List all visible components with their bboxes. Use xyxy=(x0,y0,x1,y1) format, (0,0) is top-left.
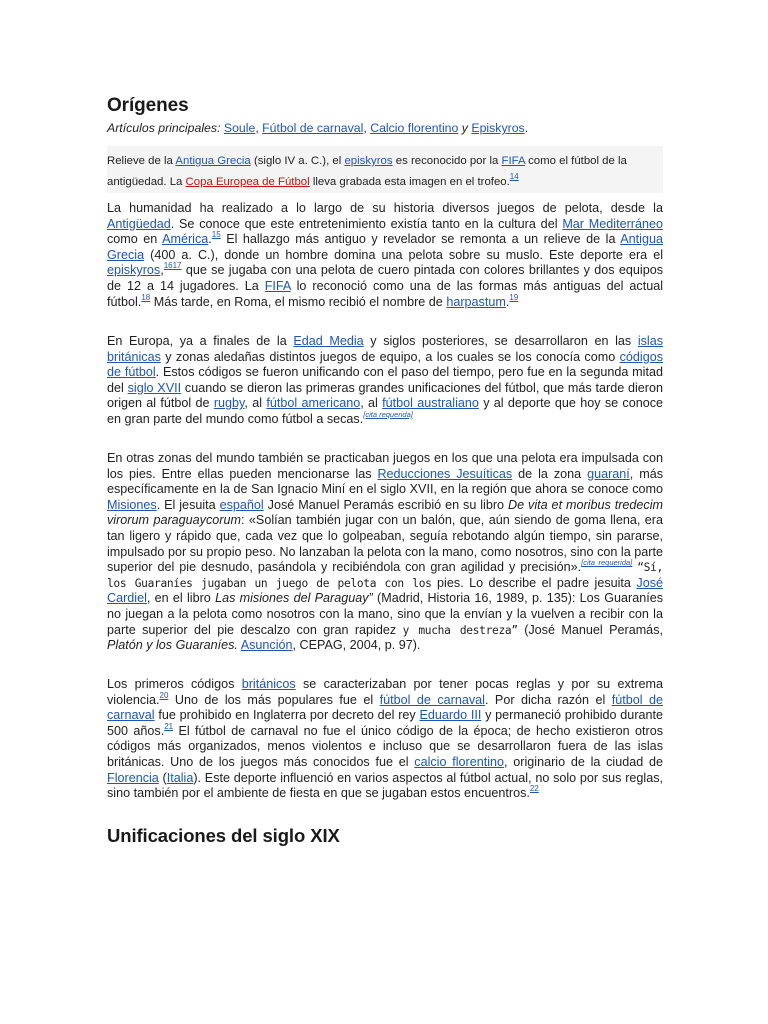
text: , en el libro xyxy=(146,591,211,606)
paragraph-1 xyxy=(107,201,663,310)
text: , al xyxy=(360,396,378,411)
text: y permaneció prohibido durante 500 años. xyxy=(107,708,664,738)
link-soule[interactable]: Soule xyxy=(223,121,256,135)
text: , originario de la ciudad de xyxy=(504,754,663,769)
link-episkyros[interactable]: episkyros xyxy=(344,155,393,167)
separator: , xyxy=(255,121,259,135)
text: (José Manuel Peramás, xyxy=(524,622,663,637)
text: Uno de los más populares fue el xyxy=(174,692,374,707)
period: . xyxy=(524,121,529,135)
text: José Manuel Peramás escribió en su libro xyxy=(267,497,505,512)
reference-18[interactable]: 18 xyxy=(141,292,151,302)
caption-text: como el fútbol de la antigüedad. La xyxy=(107,155,627,188)
text: El fútbol de carnaval no fue el único código de la época; de hecho existieron otros códigos más organizados, menos violentos e incluso que se desarrollaron fuera de las islas británicas. Uno de los juegos más conocidos fue el xyxy=(107,723,664,769)
section-heading-unificaciones: Unificaciones del siglo XIX xyxy=(107,825,340,846)
text: . Estos códigos se fueron unificando con el paso del tiempo, pero fue en la segunda mitad del xyxy=(107,365,663,395)
link-harpastum[interactable]: harpastum xyxy=(446,294,506,309)
reference-21[interactable]: 21 xyxy=(164,721,174,731)
book-title: De vita et moribus tredecim virorum paraguaycorum xyxy=(107,497,664,528)
link-futbol-australiano[interactable]: fútbol australiano xyxy=(382,396,479,411)
text: pies. Lo describe el padre jesuita xyxy=(437,575,631,590)
text: que se jugaba con una pelota de cuero pintada con colores brillantes y dos equipos de 12 a 14 jugadores. La xyxy=(107,263,664,293)
caption-text: lleva grabada esta imagen en el trofeo. xyxy=(312,176,510,188)
text: . Se conoce que este entretenimiento existía tanto en la cultura del xyxy=(170,216,558,231)
section-heading-origenes: Orígenes xyxy=(107,95,189,116)
text: , más específicamente en la de San Ignacio Miní en el siglo XVII, en la región que ahora se conoce como xyxy=(107,466,664,497)
text: lo reconoció como una de las formas más antiguas del actual fútbol. xyxy=(107,278,664,309)
book-title: Las misiones del Paraguay” xyxy=(215,591,373,606)
link-futbol-de-carnaval[interactable]: fútbol de carnaval xyxy=(379,692,485,707)
separator: , xyxy=(363,121,367,135)
text: y al deporte que hoy se conoce en gran parte del mundo como fútbol a secas. xyxy=(107,396,664,426)
text: Más tarde, en Roma, el mismo recibió el nombre de xyxy=(153,294,443,309)
text: se caracterizaban por tener pocas reglas y por su extrema violencia. xyxy=(107,677,663,707)
quote-text: y mucha destreza” xyxy=(402,623,518,637)
link-antiguedad[interactable]: Antigüedad xyxy=(107,216,171,231)
paragraph-4 xyxy=(107,677,663,802)
citation-needed-tag[interactable]: [cita requerida] xyxy=(581,558,633,568)
book-title: Platón y los Guaraníes. xyxy=(107,638,238,653)
text: ). Este deporte influenció en varios aspectos al fútbol actual, no solo por sus reglas, sino también por el ambiente de fiesta en que se jugaban estos encuentros. xyxy=(107,770,664,801)
citation-needed-tag[interactable]: [cita requerida] xyxy=(363,409,413,419)
link-antigua-grecia[interactable]: Antigua Grecia xyxy=(175,155,251,167)
link-episkyros[interactable]: episkyros xyxy=(107,263,161,278)
link-fifa[interactable]: FIFA xyxy=(264,278,291,293)
link-misiones[interactable]: Misiones xyxy=(107,497,157,512)
link-futbol-de-carnaval[interactable]: Fútbol de carnaval xyxy=(262,121,364,135)
link-islas-britanicas[interactable]: islas británicas xyxy=(107,334,664,364)
link-antigua-grecia[interactable]: Antigua Grecia xyxy=(107,232,663,262)
text: , CEPAG, 2004, p. 97). xyxy=(292,638,421,653)
link-america[interactable]: América xyxy=(162,232,209,247)
link-italia[interactable]: Italia xyxy=(166,770,194,785)
text: ( xyxy=(162,770,167,785)
reference-1617[interactable]: 1617 xyxy=(163,261,182,271)
text: como en xyxy=(107,232,158,247)
main-articles-note xyxy=(107,121,528,135)
link-mar-mediterraneo[interactable]: Mar Mediterráneo xyxy=(562,216,664,231)
main-articles-prefix: Artículos principales: xyxy=(107,121,221,135)
text: . xyxy=(505,294,510,309)
text: . Por dicha razón el xyxy=(484,692,606,707)
paragraph-3 xyxy=(107,451,663,654)
text: En otras zonas del mundo también se practicaban juegos en los que una pelota era impulsada con los pies. Entre ellas pueden mencionarse las xyxy=(107,451,663,481)
text: y zonas aledañas distintos juegos de equipo, a los cuales se los conocía como xyxy=(165,349,616,364)
text: . El jesuita xyxy=(156,497,216,512)
link-siglo-xvii[interactable]: siglo XVII xyxy=(127,380,182,395)
link-edad-media[interactable]: Edad Media xyxy=(293,334,364,348)
link-britanicos[interactable]: británicos xyxy=(241,677,296,691)
caption-text: Relieve de la xyxy=(107,155,173,167)
text: El hallazgo más antiguo y revelador se remonta a un relieve de la xyxy=(226,232,616,247)
link-florencia[interactable]: Florencia xyxy=(107,770,159,785)
paragraph-2 xyxy=(107,334,663,428)
link-rugby[interactable]: rugby xyxy=(213,396,245,411)
caption-text: es reconocido por la xyxy=(395,155,499,167)
reference-20[interactable]: 20 xyxy=(159,690,169,700)
text: (400 a. C.), donde un hombre domina una pelota sobre su muslo. Este deporte era el xyxy=(150,247,663,262)
text: La humanidad ha realizado a lo largo de su historia diversos juegos de pelota, desde la xyxy=(107,201,663,215)
text: Los primeros códigos xyxy=(107,677,235,691)
quote-text: “Sí, los Guaraníes jugaban un juego de pelota con los xyxy=(107,561,663,590)
link-guarani[interactable]: guaraní xyxy=(587,466,630,481)
conjunction: y xyxy=(461,121,468,135)
link-episkyros[interactable]: Episkyros xyxy=(471,121,525,135)
link-espanol[interactable]: español xyxy=(219,497,264,512)
link-codigos-de-futbol[interactable]: códigos de fútbol xyxy=(107,349,664,380)
text: de la zona xyxy=(518,466,582,481)
reference-15[interactable]: 15 xyxy=(211,230,221,240)
link-eduardo-iii[interactable]: Eduardo III xyxy=(419,708,482,723)
link-futbol-americano[interactable]: fútbol americano xyxy=(266,396,361,411)
link-calcio-florentino[interactable]: calcio florentino xyxy=(414,754,505,769)
link-calcio-florentino[interactable]: Calcio florentino xyxy=(370,121,459,135)
reference-22[interactable]: 22 xyxy=(529,784,539,794)
link-jose-cardiel[interactable]: José Cardiel xyxy=(107,575,664,606)
link-futbol-de-carnaval[interactable]: fútbol de carnaval xyxy=(107,692,663,723)
link-reducciones-jesuiticas[interactable]: Reducciones Jesuíticas xyxy=(377,466,513,481)
reference-14[interactable]: 14 xyxy=(509,172,519,181)
link-asuncion[interactable]: Asunción xyxy=(240,638,293,653)
text: fue prohibido en Inglaterra por decreto del rey xyxy=(158,708,416,723)
link-fifa[interactable]: FIFA xyxy=(501,155,525,167)
text: y siglos posteriores, se desarrollaron en las xyxy=(370,334,632,348)
reference-19[interactable]: 19 xyxy=(509,292,519,302)
text: En Europa, ya a finales de la xyxy=(107,334,287,348)
text: : «Solían también jugar con un balón, que, aún siendo de goma llena, era tan ligero y rápido que, cada vez que lo golpeaban, seguía rebotando algún tiempo, sin pararse, impulsado por su propio peso. No lanzaban la pelota con la mano, como nosotros, sino con la parte superior del pie desnudo, pasándola y recibiéndola con gran agilidad y precisión». xyxy=(107,513,663,575)
image-caption xyxy=(107,146,663,193)
text: , al xyxy=(244,396,263,411)
text: cuando se dieron las primeras grandes unificaciones del fútbol, que más tarde dieron origen al fútbol de xyxy=(107,380,664,411)
link-copa-europea-de-futbol[interactable]: Copa Europea de Fútbol xyxy=(185,176,310,188)
text: (Madrid, Historia 16, 1989, p. 135): Los Guaraníes no juegan a la pelota como nosotros con la mano, sino que la envían y la vuelven a recibir con la parte superior del pie descalzo con gran rapidez xyxy=(107,591,664,637)
text: , xyxy=(160,263,164,278)
caption-text: (siglo IV a. C.), el xyxy=(253,155,342,167)
text: . xyxy=(208,232,212,247)
